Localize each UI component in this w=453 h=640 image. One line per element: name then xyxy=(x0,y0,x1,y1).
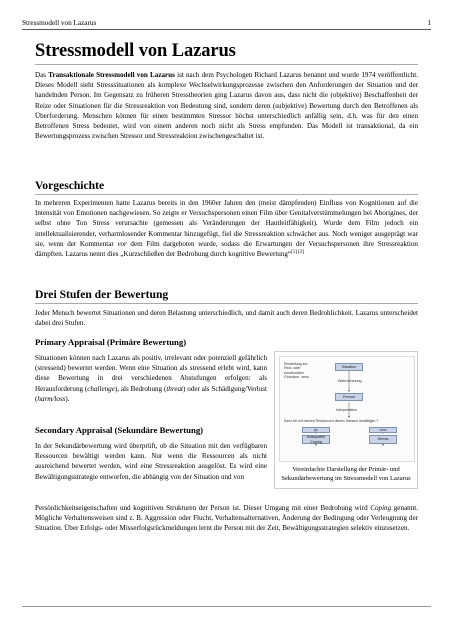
secondary-text-2: genannt. Mögliche Verhaltensweisen sind z. B. Aggression oder Flucht, Verhaltensalternativen, Änderung der Bedingung oder Verleugnung der Situation. Über Erfolgs- oder Misserfolgsrückmeldungen lernt die Person mit der Zeit, Bewältigungsstrategien selektiv einzusetzen. xyxy=(35,504,418,533)
article-title: Stressmodell von Lazarus xyxy=(35,41,236,61)
vorgeschichte-italic: vor xyxy=(117,239,127,248)
term-challenge: challenge xyxy=(87,384,115,393)
term-harm-loss: harm/loss xyxy=(37,394,66,403)
secondary-paragraph-narrow: In der Sekundärbewertung wird überprüft, ob die Situation mit den verfügbaren Ressourcen bewältigt werden kann. Nur wenn die Ressourcen als nicht ausreichend bewertet werden, wird eine Stressreaktion ausgelöst. Es wird eine Bewältigungsstrategie entworfen, die abhängig von der Situation und von xyxy=(35,442,267,481)
box-nein: nein xyxy=(369,427,397,433)
intro-pre: Das xyxy=(35,71,49,79)
box-ja: ja xyxy=(302,427,330,433)
footer-divider xyxy=(22,606,431,607)
heading-secondary-appraisal: Secondary Appraisal (Sekundäre Bewertung) xyxy=(35,425,204,435)
vorgeschichte-text-1: In mehreren Experimenten hatte Lazarus bereits in den 1960er Jahren den (meist dämpfenden) Einfluss von Kognitionen auf die Intensität von Emotionen nachgewiesen. So zeigte er Versuchspersonen einen Film über Genitalverstümmelungen bei Aborigines, der selbst ohne Ton Stress verursachte (gemessen als Veränderungen der Hautleitfähigkeit). Wurde dem Film jedoch ein intellektualisierender, verharmlosender Kommentar hinzugefügt, fiel die Stressreaktion schwächer aus. Noch weniger ausgeprägt war sie, wenn der Kommentar xyxy=(35,199,418,248)
label-wahrnehmung: Wahrnehmung xyxy=(338,379,362,383)
heading-primary-appraisal: Primary Appraisal (Primäre Bewertung) xyxy=(35,337,187,347)
heading-drei-stufen: Drei Stufen der Bewertung xyxy=(35,288,169,301)
figure-side-note: Einstellung zur Reiz- oder emotionalen Grundpro- zess xyxy=(284,362,309,380)
figure-diagram[interactable] xyxy=(279,356,415,462)
intro-paragraph xyxy=(35,70,418,141)
vorgeschichte-paragraph xyxy=(35,198,418,259)
page-number: 1 xyxy=(427,19,431,27)
intro-text: ist nach dem Psychologen Richard Lazarus benannt und wurde 1974 veröffentlicht. Dieses Modell sieht Stresssituationen als komplexe Wechselwirkungsprozesse zwischen den Anforderungen der Situation und der handelnden Person. Im Gegensatz zu früheren Stresstheorien ging Lazarus davon aus, dass nicht die (objektive) Beschaffenheit der Reize oder Situationen für die Stressreaktion von Bedeutung sind, sondern deren (subjektive) Bewertung durch den Betroffenen als Überforderung. Menschen können für einen bestimmten Stressor höchst unterschiedlich anfällig sein, d.h. was für den einen Betroffenen Stress bedeutet, wird von einem anderen noch nicht als Stress empfunden. Das Modell ist transaktional, da ein Bewertungsprozess zwischen Stressor und Stressreaktion zwischengeschaltet ist. xyxy=(35,71,419,141)
vorgeschichte-text-2: dem Film dargeboten wurde, sodass die Erwartungen der Versuchspersonen ihre Stressreaktion dämpften. Lazarus nennt dies „Kurzschließen der Bedrohung durch kognitive Bewertung“ xyxy=(35,239,418,259)
heading-divider xyxy=(35,194,418,195)
term-threat: threat xyxy=(166,384,184,393)
box-adaequates-coping: Adäquates Coping xyxy=(302,435,330,444)
title-divider xyxy=(35,64,418,65)
box-situation: Situation xyxy=(335,363,363,371)
header-divider xyxy=(22,29,431,30)
heading-vorgeschichte: Vorgeschichte xyxy=(35,179,105,192)
primary-text-4: ). xyxy=(65,394,70,403)
drei-stufen-paragraph: Jeder Mensch bewertet Situationen und deren Belastung unterschiedlich, und damit auch deren Bedrohlichkeit. Lazarus unterscheidet dabei drei Stufen. xyxy=(35,309,418,328)
figure-stress-model xyxy=(274,351,418,489)
primary-text-2: ), als Bedrohung ( xyxy=(114,384,167,393)
heading-divider xyxy=(35,303,418,304)
secondary-paragraph-full xyxy=(35,503,418,534)
primary-text-3: ) oder als Schädigung/Verlust ( xyxy=(35,384,267,403)
term-coping: Coping xyxy=(370,504,392,512)
figure-question: Kann ich mit meinen Ressourcen diesen Stressor bewältigen ? xyxy=(284,419,379,423)
running-header xyxy=(22,17,431,29)
box-stress: Stress xyxy=(369,435,397,444)
figure-caption: Vereinfachte Darstellung der Primär- und Sekundärbewertung im Stressmodell von Lazarus xyxy=(281,466,411,482)
box-person: Person xyxy=(335,393,363,401)
primary-paragraph xyxy=(35,353,267,404)
intro-lead-bold: Transaktionale Stressmodell von Lazarus xyxy=(48,71,175,79)
secondary-text-1: Persönlichkeitseigenschaften und kognitiven Strukturen der Person ist. Dieser Umgang mit einer Bedrohung wird xyxy=(35,504,371,512)
citation-link[interactable]: [1] [2] xyxy=(291,250,304,256)
primary-text-1: Situationen können nach Lazarus als positiv, irrelevant oder potenziell gefährlich (stressend) bewertet werden. Wenn eine Situation als stressend erlebt wird, kann diese Bewertung in drei verschiedenen Abstufungen erfolgen: als Herausforderung ( xyxy=(35,354,267,393)
label-interpretation: Interpretation xyxy=(336,408,358,412)
running-title: Stressmodell von Lazarus xyxy=(22,19,97,27)
